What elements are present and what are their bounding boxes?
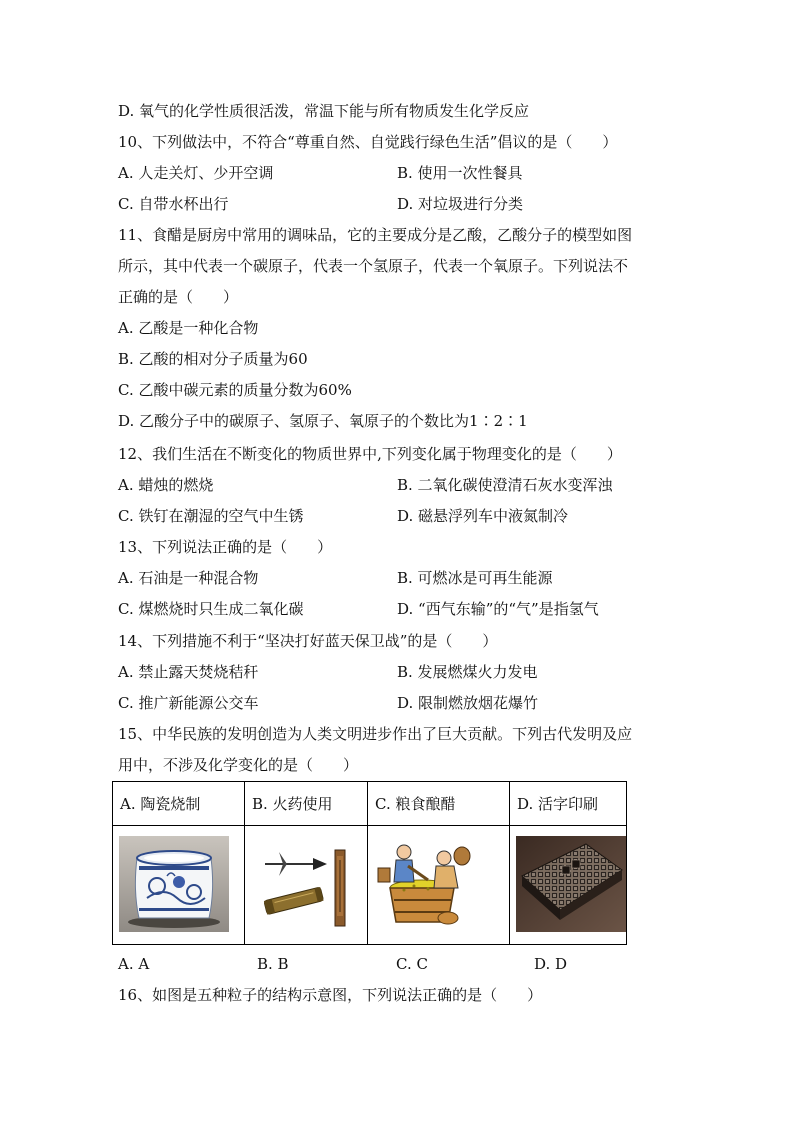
q12-option-d[interactable]: D. 磁悬浮列车中液氮制冷 xyxy=(397,507,569,525)
q10-option-c[interactable]: C. 自带水杯出行 xyxy=(118,195,229,213)
q12-option-a[interactable]: A. 蜡烛的燃烧 xyxy=(118,476,214,494)
q14-stem: 14、下列措施不利于“坚决打好蓝天保卫战”的是（ ） xyxy=(118,632,498,650)
q15-answer-a[interactable]: A. A xyxy=(118,955,150,973)
gunpowder-weapon-image xyxy=(251,836,361,932)
q10-option-d[interactable]: D. 对垃圾进行分类 xyxy=(397,195,524,213)
q13-option-d[interactable]: D. “西气东输”的“气”是指氢气 xyxy=(397,600,599,618)
table-cell-a[interactable] xyxy=(113,782,245,945)
q14-option-c[interactable]: C. 推广新能源公交车 xyxy=(118,694,259,712)
movable-type-image xyxy=(516,836,626,932)
porcelain-jar-image xyxy=(119,836,229,932)
q15-answer-d[interactable]: D. D xyxy=(534,955,568,973)
q11-stem-line3: 正确的是（ ） xyxy=(118,288,239,306)
q10-option-b[interactable]: B. 使用一次性餐具 xyxy=(397,164,523,182)
q15-stem-line2: 用中，不涉及化学变化的是（ ） xyxy=(118,756,359,774)
q12-stem: 12、我们生活在不断变化的物质世界中,下列变化属于物理变化的是（ ） xyxy=(118,445,622,463)
q15-options-table xyxy=(112,781,627,945)
table-cell-c[interactable] xyxy=(368,782,510,945)
q14-option-d[interactable]: D. 限制燃放烟花爆竹 xyxy=(397,694,539,712)
q13-stem: 13、下列说法正确的是（ ） xyxy=(118,538,333,556)
q14-option-b[interactable]: B. 发展燃煤火力发电 xyxy=(397,663,538,681)
q11-option-b[interactable]: B. 乙酸的相对分子质量为60 xyxy=(118,350,308,368)
q15-answer-b[interactable]: B. B xyxy=(257,955,289,973)
q13-option-b[interactable]: B. 可燃冰是可再生能源 xyxy=(397,569,553,587)
q9-option-d: D. 氧气的化学性质很活泼，常温下能与所有物质发生化学反应 xyxy=(118,102,530,120)
table-header-b: B. 火药使用 xyxy=(245,782,367,826)
table-header-a: A. 陶瓷烧制 xyxy=(113,782,244,826)
q11-option-d[interactable]: D. 乙酸分子中的碳原子、氢原子、氧原子的个数比为1∶2∶1 xyxy=(118,412,528,430)
q13-option-c[interactable]: C. 煤燃烧时只生成二氧化碳 xyxy=(118,600,304,618)
q15-stem-line1: 15、中华民族的发明创造为人类文明进步作出了巨大贡献。下列古代发明及应 xyxy=(118,725,633,743)
table-cell-d[interactable] xyxy=(510,782,626,945)
q13-option-a[interactable]: A. 石油是一种混合物 xyxy=(118,569,259,587)
q11-option-c[interactable]: C. 乙酸中碳元素的质量分数为60% xyxy=(118,381,352,399)
q11-option-a[interactable]: A. 乙酸是一种化合物 xyxy=(118,319,259,337)
table-header-c: C. 粮食酿醋 xyxy=(368,782,509,826)
q10-stem: 10、下列做法中，不符合“尊重自然、自觉践行绿色生活”倡议的是（ ） xyxy=(118,133,618,151)
q12-option-c[interactable]: C. 铁钉在潮湿的空气中生锈 xyxy=(118,507,304,525)
table-cell-b[interactable] xyxy=(245,782,368,945)
vinegar-brewing-image xyxy=(374,836,474,932)
q12-option-b[interactable]: B. 二氧化碳使澄清石灰水变浑浊 xyxy=(397,476,613,494)
table-header-d: D. 活字印刷 xyxy=(510,782,626,826)
q10-option-a[interactable]: A. 人走关灯、少开空调 xyxy=(118,164,274,182)
q14-option-a[interactable]: A. 禁止露天焚烧秸秆 xyxy=(118,663,259,681)
q11-stem-line2: 所示，其中代表一个碳原子，代表一个氢原子，代表一个氧原子。下列说法不 xyxy=(118,257,629,275)
q16-stem: 16、如图是五种粒子的结构示意图，下列说法正确的是（ ） xyxy=(118,986,543,1004)
q11-stem-line1: 11、食醋是厨房中常用的调味品，它的主要成分是乙酸，乙酸分子的模型如图 xyxy=(118,226,633,244)
q15-answer-c[interactable]: C. C xyxy=(396,955,428,973)
